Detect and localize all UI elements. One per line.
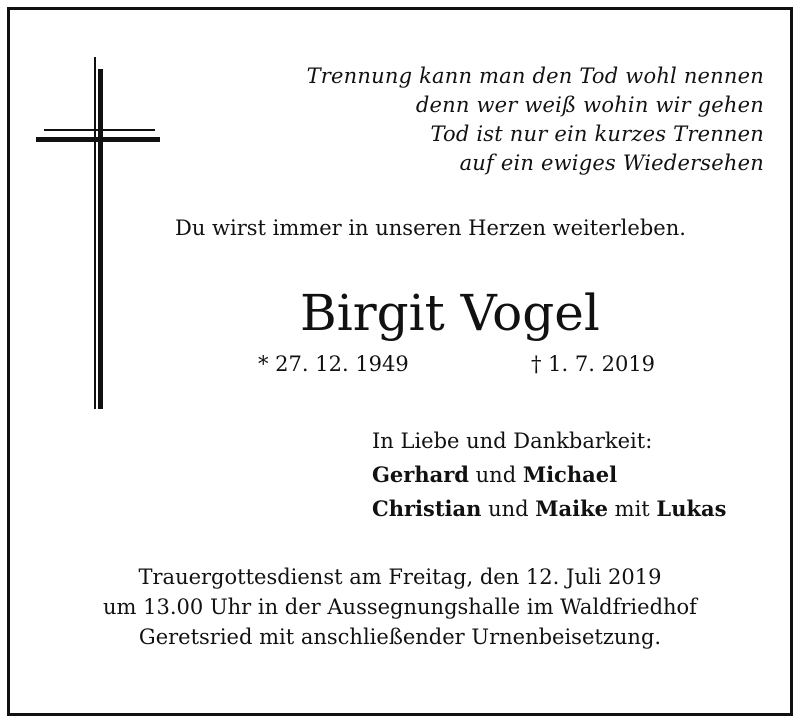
mourner-lukas: Lukas (656, 496, 727, 521)
mourners-line-2 (372, 492, 726, 526)
mourners-intro: In Liebe und Dankbarkeit: (372, 429, 653, 453)
deceased-name: Birgit Vogel (300, 284, 600, 342)
service-line-1: Trauergottesdienst am Freitag, den 12. Juli 2019 (138, 565, 662, 589)
connector-und: und (468, 463, 523, 487)
cross-horizontal-thin-line (44, 129, 155, 131)
connector-mit: mit (608, 497, 657, 521)
cross-vertical-thick-line (98, 69, 103, 409)
service-line-2: um 13.00 Uhr in der Aussegnungshalle im Waldfriedhof (103, 595, 697, 619)
poem (307, 62, 764, 178)
mourner-maike: Maike (535, 496, 608, 521)
cross-vertical-thin-line (94, 57, 96, 409)
cross-horizontal-thick-line (36, 137, 160, 142)
death-date: † 1. 7. 2019 (531, 352, 656, 376)
connector-und: und (481, 497, 536, 521)
mourner-christian: Christian (372, 496, 482, 521)
birth-date: * 27. 12. 1949 (258, 352, 409, 376)
funeral-service-info (0, 562, 800, 652)
memorial-quote: Du wirst immer in unseren Herzen weiterleben. (175, 216, 686, 240)
service-line-3: Geretsried mit anschließender Urnenbeisetzung. (138, 625, 662, 649)
mourners-line-1 (372, 458, 726, 492)
poem-line-1: Trennung kann man den Tod wohl nennen (306, 64, 764, 88)
poem-line-4: auf ein ewiges Wiedersehen (459, 151, 764, 175)
latin-cross-icon (36, 57, 160, 409)
poem-line-3: Tod ist nur ein kurzes Trennen (430, 122, 764, 146)
mourners-block (372, 425, 726, 526)
mourner-michael: Michael (522, 462, 618, 487)
mourner-gerhard: Gerhard (372, 462, 469, 487)
poem-line-2: denn wer weiß wohin wir gehen (415, 93, 764, 117)
